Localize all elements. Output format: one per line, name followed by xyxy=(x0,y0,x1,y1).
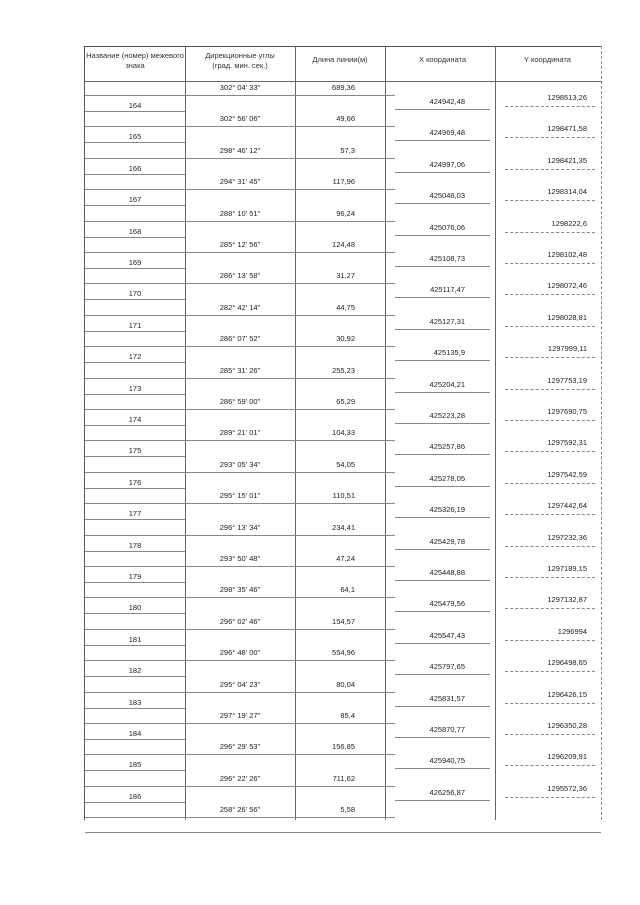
row-rule xyxy=(85,268,185,269)
line-length: 110,51 xyxy=(332,491,355,501)
direction-angle: 286° 59' 00" xyxy=(219,397,261,406)
row-rule xyxy=(85,111,185,112)
row-rule xyxy=(185,503,395,504)
y-coordinate: 1295572,36 xyxy=(547,783,587,793)
x-coordinate: 425117,47 xyxy=(430,285,465,295)
line-length: 30,92 xyxy=(336,334,355,344)
row-rule xyxy=(505,106,595,107)
x-coordinate: 425046,03 xyxy=(429,191,465,201)
direction-angle: 286° 13' 58" xyxy=(219,271,261,281)
y-coordinate: 1298028,81 xyxy=(547,312,587,322)
row-rule xyxy=(85,519,185,520)
point-name: 176 xyxy=(128,477,142,487)
row-rule xyxy=(395,266,490,267)
line-length: 154,57 xyxy=(332,616,355,626)
direction-angle: 297° 19' 27" xyxy=(219,711,261,720)
row-rule xyxy=(185,126,395,127)
line-length: 711,62 xyxy=(332,773,355,783)
x-coordinate: 425448,88 xyxy=(429,568,465,577)
direction-angle: 298° 46' 12" xyxy=(219,145,261,155)
row-rule xyxy=(185,817,395,818)
row-rule xyxy=(85,283,185,284)
row-rule xyxy=(85,660,185,661)
point-name: 166 xyxy=(128,163,142,173)
line-length: 554,96 xyxy=(332,648,355,658)
line-length: 124,48 xyxy=(332,240,355,249)
row-rule xyxy=(395,172,490,173)
row-rule xyxy=(505,734,595,735)
row-rule xyxy=(85,613,185,614)
y-coordinate: 1297189,15 xyxy=(547,564,587,573)
direction-angle: 296° 48' 00" xyxy=(219,648,261,658)
y-coordinate: 1297592,31 xyxy=(547,438,587,448)
direction-angle: 298° 35' 46" xyxy=(219,585,261,595)
row-rule xyxy=(185,692,395,693)
row-rule xyxy=(185,566,395,567)
direction-angle: 302° 56' 06" xyxy=(219,114,261,124)
row-rule xyxy=(395,109,490,110)
row-rule xyxy=(85,158,185,159)
line-length: 31,27 xyxy=(336,271,355,281)
line-length: 85,4 xyxy=(340,711,355,720)
row-rule xyxy=(185,315,395,316)
x-coordinate: 424969,48 xyxy=(429,128,465,138)
row-rule xyxy=(85,394,185,395)
row-rule xyxy=(85,299,185,300)
direction-angle: 295° 15' 01" xyxy=(219,491,261,501)
row-rule xyxy=(505,483,595,484)
row-rule xyxy=(85,425,185,426)
y-coordinate: 1296994 xyxy=(557,626,587,636)
row-rule xyxy=(505,765,595,766)
line-length: 117,96 xyxy=(332,177,355,187)
y-coordinate: 1297232,36 xyxy=(547,532,587,542)
direction-angle: 286° 07' 52" xyxy=(219,334,261,344)
header-name: Название (номер) межевого знака xyxy=(86,51,184,70)
row-rule xyxy=(85,440,185,441)
row-rule xyxy=(505,671,595,672)
point-name: 180 xyxy=(128,603,142,613)
x-coordinate: 425127,31 xyxy=(429,316,465,326)
header-angle: Дирекционные углы (град. мин. сек.) xyxy=(205,51,275,70)
y-coordinate: 1297999,11 xyxy=(547,344,587,354)
row-rule xyxy=(505,608,595,609)
row-rule xyxy=(395,768,490,769)
point-name: 173 xyxy=(128,383,142,393)
line-length: 156,85 xyxy=(332,742,355,752)
x-coordinate: 425940,75 xyxy=(429,756,465,766)
row-rule xyxy=(395,235,490,236)
x-coordinate: 425547,43 xyxy=(429,630,465,640)
row-rule xyxy=(395,611,490,612)
row-rule xyxy=(395,329,490,330)
x-coordinate: 425870,77 xyxy=(429,725,465,734)
row-rule xyxy=(505,420,595,421)
x-coordinate: 425204,21 xyxy=(429,379,465,389)
row-rule xyxy=(185,535,395,536)
row-rule xyxy=(85,535,185,536)
row-rule xyxy=(505,546,595,547)
x-coordinate: 425797,65 xyxy=(429,662,465,672)
header-x: X координата xyxy=(418,55,467,64)
y-coordinate: 1296350,28 xyxy=(547,721,587,730)
line-length: 54,05 xyxy=(336,459,355,469)
y-coordinate: 1297442,64 xyxy=(547,501,587,511)
direction-angle: 296° 22' 26" xyxy=(219,773,261,783)
point-name: 164 xyxy=(128,101,142,110)
row-rule xyxy=(185,786,395,787)
point-name: 181 xyxy=(128,634,142,644)
row-rule xyxy=(185,221,395,222)
row-rule xyxy=(395,737,490,738)
row-rule xyxy=(185,754,395,755)
row-rule xyxy=(185,346,395,347)
row-rule xyxy=(505,389,595,390)
row-rule xyxy=(85,692,185,693)
row-rule xyxy=(395,643,490,644)
direction-angle: 296° 02' 46" xyxy=(219,616,261,626)
row-rule xyxy=(85,189,185,190)
row-rule xyxy=(85,472,185,473)
y-coordinate: 1298421,35 xyxy=(547,155,587,165)
y-coordinate: 1297753,19 xyxy=(547,375,587,385)
x-coordinate: 424942,48 xyxy=(429,97,465,106)
row-rule xyxy=(185,283,395,284)
point-name: 183 xyxy=(128,697,142,707)
point-name: 182 xyxy=(128,666,142,676)
y-coordinate: 1298471,58 xyxy=(547,124,587,134)
row-rule xyxy=(185,189,395,190)
point-name: 178 xyxy=(128,540,142,550)
y-coordinate: 1297690,75 xyxy=(547,407,587,416)
row-rule xyxy=(85,346,185,347)
row-rule xyxy=(395,706,490,707)
row-rule xyxy=(85,456,185,457)
row-rule xyxy=(395,486,490,487)
point-name: 174 xyxy=(128,415,142,424)
direction-angle: 296° 29' 53" xyxy=(219,742,261,752)
row-rule xyxy=(505,514,595,515)
row-rule xyxy=(185,723,395,724)
row-rule xyxy=(505,294,595,295)
y-coordinate: 1297132,87 xyxy=(547,595,587,605)
direction-angle: 288° 10' 51" xyxy=(219,208,261,218)
row-rule xyxy=(85,142,185,143)
row-rule xyxy=(185,660,395,661)
x-coordinate: 425326,19 xyxy=(429,505,465,515)
row-rule xyxy=(85,597,185,598)
row-rule xyxy=(85,645,185,646)
row-rule xyxy=(85,629,185,630)
line-length: 49,66 xyxy=(336,114,355,124)
row-rule xyxy=(505,797,595,798)
row-rule xyxy=(395,392,490,393)
line-length: 255,23 xyxy=(332,365,355,375)
boundary-coordinates-table xyxy=(84,46,602,820)
row-rule xyxy=(85,331,185,332)
point-name: 177 xyxy=(128,509,142,519)
row-rule xyxy=(85,786,185,787)
y-coordinate: 1298513,26 xyxy=(547,93,587,102)
row-rule xyxy=(395,549,490,550)
row-rule xyxy=(85,770,185,771)
y-coordinate: 1296498,65 xyxy=(547,658,587,668)
line-length: 689,36 xyxy=(332,83,355,92)
row-rule xyxy=(85,126,185,127)
row-rule xyxy=(85,503,185,504)
row-rule xyxy=(185,629,395,630)
header-y: Y координата xyxy=(524,55,571,64)
direction-angle: 285° 12' 56" xyxy=(219,240,261,249)
x-coordinate: 425076,06 xyxy=(429,222,465,232)
x-coordinate: 426256,87 xyxy=(429,787,465,797)
row-rule xyxy=(85,723,185,724)
line-length: 80,04 xyxy=(336,679,355,689)
point-name: 175 xyxy=(128,446,142,456)
x-coordinate: 425108,73 xyxy=(429,254,465,263)
direction-angle: 285° 31' 26" xyxy=(219,365,261,375)
row-rule xyxy=(395,454,490,455)
point-name: 171 xyxy=(128,320,142,330)
direction-angle: 293° 50' 48" xyxy=(219,554,261,563)
row-rule xyxy=(185,597,395,598)
y-coordinate: 1298222,6 xyxy=(551,218,587,228)
line-length: 96,24 xyxy=(336,208,355,218)
row-rule xyxy=(185,95,395,96)
point-name: 168 xyxy=(128,226,142,236)
direction-angle: 289° 21' 01" xyxy=(219,428,261,438)
table-header xyxy=(85,46,601,82)
row-rule xyxy=(395,580,490,581)
row-rule xyxy=(395,517,490,518)
row-rule xyxy=(85,551,185,552)
point-name: 167 xyxy=(128,195,142,205)
row-rule xyxy=(505,451,595,452)
row-rule xyxy=(85,315,185,316)
row-rule xyxy=(85,582,185,583)
line-length: 47,24 xyxy=(336,554,355,563)
line-length: 57,3 xyxy=(340,145,355,155)
row-rule xyxy=(395,297,490,298)
line-length: 44,75 xyxy=(336,302,355,312)
row-rule xyxy=(85,205,185,206)
x-coordinate: 425257,86 xyxy=(429,442,465,452)
row-rule xyxy=(395,423,490,424)
line-length: 5,58 xyxy=(340,805,355,815)
direction-angle: 258° 26' 56" xyxy=(219,805,261,815)
row-rule xyxy=(505,200,595,201)
point-name: 185 xyxy=(128,760,142,770)
row-rule xyxy=(505,703,595,704)
point-name: 169 xyxy=(128,258,142,267)
row-rule xyxy=(85,566,185,567)
row-rule xyxy=(395,360,490,361)
direction-angle: 282° 42' 14" xyxy=(219,302,261,312)
row-rule xyxy=(395,800,490,801)
row-rule xyxy=(185,378,395,379)
direction-angle: 302° 04' 33" xyxy=(219,83,261,92)
point-name: 172 xyxy=(128,352,142,362)
line-length: 104,33 xyxy=(332,428,355,438)
y-coordinate: 1298314,04 xyxy=(547,187,587,197)
row-rule xyxy=(85,174,185,175)
x-coordinate: 424997,06 xyxy=(429,159,465,169)
y-coordinate: 1297542,59 xyxy=(547,469,587,479)
line-length: 65,29 xyxy=(336,397,355,406)
row-rule xyxy=(85,409,185,410)
row-rule xyxy=(85,817,185,818)
x-coordinate: 425223,28 xyxy=(429,411,465,420)
y-coordinate: 1298072,46 xyxy=(547,281,587,291)
row-rule xyxy=(85,252,185,253)
row-rule xyxy=(85,362,185,363)
row-rule xyxy=(85,676,185,677)
row-rule xyxy=(85,378,185,379)
x-coordinate: 425429,78 xyxy=(429,536,465,546)
point-name: 170 xyxy=(128,289,142,299)
row-rule xyxy=(505,232,595,233)
row-rule xyxy=(85,221,185,222)
row-rule xyxy=(185,158,395,159)
row-rule xyxy=(505,577,595,578)
row-rule xyxy=(85,739,185,740)
row-rule xyxy=(85,754,185,755)
row-rule xyxy=(185,440,395,441)
row-rule xyxy=(85,708,185,709)
line-length: 64,1 xyxy=(340,585,355,595)
row-rule xyxy=(185,252,395,253)
column-divider xyxy=(495,46,496,820)
row-rule xyxy=(395,140,490,141)
row-rule xyxy=(85,95,185,96)
y-coordinate: 1296209,91 xyxy=(547,752,587,762)
row-rule xyxy=(505,169,595,170)
direction-angle: 295° 04' 23" xyxy=(219,679,261,689)
row-rule xyxy=(85,832,601,833)
row-rule xyxy=(505,263,595,264)
row-rule xyxy=(395,203,490,204)
row-rule xyxy=(185,409,395,410)
y-coordinate: 1298102,48 xyxy=(547,250,587,259)
direction-angle: 293° 05' 34" xyxy=(219,459,261,469)
row-rule xyxy=(505,326,595,327)
x-coordinate: 425831,57 xyxy=(429,693,465,703)
point-name: 179 xyxy=(128,572,142,581)
row-rule xyxy=(505,357,595,358)
line-length: 234,41 xyxy=(332,522,355,532)
row-rule xyxy=(185,472,395,473)
header-length: Длина линии(м) xyxy=(312,55,368,64)
row-rule xyxy=(505,640,595,641)
row-rule xyxy=(505,137,595,138)
row-rule xyxy=(395,674,490,675)
point-name: 184 xyxy=(128,729,142,738)
x-coordinate: 425135,9 xyxy=(433,348,465,358)
point-name: 165 xyxy=(128,132,142,142)
x-coordinate: 425479,56 xyxy=(429,599,465,609)
row-rule xyxy=(85,488,185,489)
row-rule xyxy=(85,237,185,238)
direction-angle: 294° 31' 45" xyxy=(219,177,261,187)
y-coordinate: 1296426,15 xyxy=(547,689,587,699)
x-coordinate: 425278,05 xyxy=(429,473,465,483)
row-rule xyxy=(85,802,185,803)
point-name: 186 xyxy=(128,791,142,801)
direction-angle: 296° 13' 34" xyxy=(219,522,261,532)
